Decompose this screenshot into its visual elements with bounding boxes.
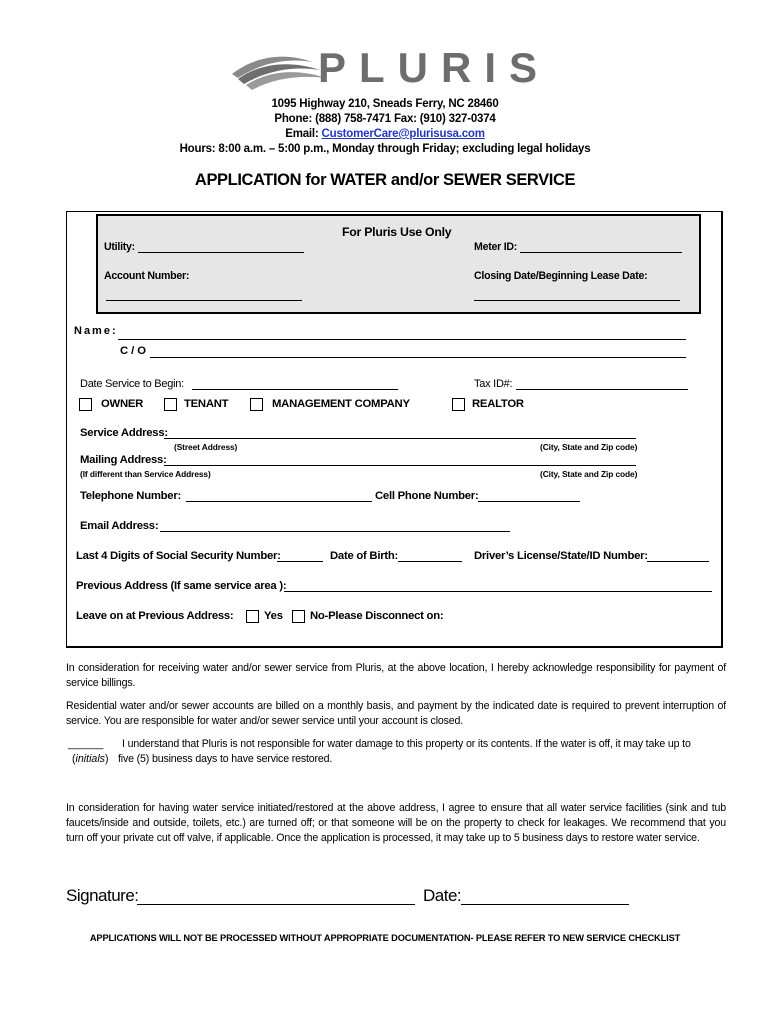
license-label: Driver’s License/State/ID Number: <box>474 550 648 562</box>
meter-id-field[interactable] <box>520 252 682 253</box>
name-label: Name: <box>74 325 118 337</box>
company-address: 1095 Highway 210, Sneads Ferry, NC 28460 <box>271 98 499 110</box>
initials-label: initials <box>75 753 105 765</box>
email-address-field[interactable] <box>160 531 510 532</box>
previous-address-field[interactable] <box>284 591 712 592</box>
ssn-label: Last 4 Digits of Social Security Number: <box>76 550 281 562</box>
account-number-field[interactable] <box>106 300 302 301</box>
initials-caption <box>72 753 109 765</box>
wave-logo-icon <box>230 48 330 93</box>
tenant-label: TENANT <box>184 398 229 410</box>
cell-phone-field[interactable] <box>478 501 580 502</box>
ssn-field[interactable] <box>277 561 323 562</box>
mailing-address-field[interactable] <box>164 465 636 466</box>
terms-paragraph-1: In consideration for receiving water and/or sewer service from Pluris, at the above location, I hereby acknowledge responsibility for payment of service billings. <box>66 662 726 689</box>
date-service-field[interactable] <box>192 389 398 390</box>
dob-field[interactable] <box>398 561 462 562</box>
initials-blank[interactable]: ______ <box>68 738 104 750</box>
initials-close: ) <box>104 753 109 765</box>
yes-label: Yes <box>264 610 283 622</box>
utility-field[interactable] <box>138 252 304 253</box>
management-company-label: MANAGEMENT COMPANY <box>272 398 410 410</box>
footer-notice: APPLICATIONS WILL NOT BE PROCESSED WITHOUT APPROPRIATE DOCUMENTATION- PLEASE REFER TO NEW SERVICE CHECKLIST <box>89 933 681 943</box>
service-address-label: Service Address: <box>80 427 168 439</box>
meter-id-label: Meter ID: <box>474 241 518 253</box>
company-hours: Hours: 8:00 a.m. – 5:00 p.m., Monday through Friday; excluding legal holidays <box>179 143 591 155</box>
initials-open: ( <box>72 753 76 765</box>
co-field[interactable] <box>150 357 686 358</box>
closing-date-label: Closing Date/Beginning Lease Date: <box>474 270 648 282</box>
utility-label: Utility: <box>104 241 135 253</box>
street-address-hint: (Street Address) <box>174 442 238 452</box>
management-company-checkbox[interactable] <box>250 398 263 411</box>
tax-id-field[interactable] <box>516 389 688 390</box>
signature-field[interactable] <box>137 904 415 905</box>
realtor-label: REALTOR <box>472 398 524 410</box>
city-state-zip-hint: (City, State and Zip code) <box>540 442 638 452</box>
co-label: C/O <box>120 345 150 357</box>
closing-date-field[interactable] <box>474 300 680 301</box>
email-link[interactable]: CustomerCare@plurisusa.com <box>321 128 485 140</box>
terms-paragraph-3-line-1: I understand that Pluris is not responsible for water damage to this property or its contents. If the water is off, it may take up to <box>122 738 691 750</box>
mailing-address-label: Mailing Address: <box>80 454 167 466</box>
signature-label: Signature: <box>66 886 139 905</box>
owner-label: OWNER <box>101 398 144 410</box>
terms-paragraph-4: In consideration for having water service initiated/restored at the above address, I agree to ensure that all water service facilities (sink and tub faucets/inside and outside, toilets, etc.) are turned off; or that someone will be on the property to check for leakages. We recommend that you turn off your private cut off valve, if applicable. Once the application is processed, it may take up to 5 business days to restore water service. <box>66 802 726 844</box>
form-title: APPLICATION for WATER and/or SEWER SERVICE <box>194 171 576 189</box>
company-email <box>0 128 770 140</box>
terms-paragraph-3-line-2: five (5) business days to have service restored. <box>118 753 333 765</box>
yes-checkbox[interactable] <box>246 610 259 623</box>
no-disconnect-label: No-Please Disconnect on: <box>310 610 444 622</box>
city-state-zip-hint-2: (City, State and Zip code) <box>540 469 638 479</box>
email-label: Email: <box>285 128 322 140</box>
owner-checkbox[interactable] <box>79 398 92 411</box>
telephone-label: Telephone Number: <box>80 490 181 502</box>
tax-id-label: Tax ID#: <box>474 378 513 390</box>
email-address-label: Email Address: <box>80 520 159 532</box>
if-different-hint: (If different than Service Address) <box>80 469 211 479</box>
previous-address-label: Previous Address (If same service area ): <box>76 580 287 592</box>
company-phone: Phone: (888) 758-7471 Fax: (910) 327-0374 <box>274 113 496 125</box>
account-number-label: Account Number: <box>104 270 190 282</box>
leave-on-label: Leave on at Previous Address: <box>76 610 234 622</box>
terms-paragraph-2: Residential water and/or sewer accounts are billed on a monthly basis, and payment by the indicated date is required to prevent interruption of service. You are responsible for water and/or sewer service until your account is closed. <box>66 700 726 727</box>
license-field[interactable] <box>647 561 709 562</box>
telephone-field[interactable] <box>186 501 372 502</box>
office-use-heading: For Pluris Use Only <box>342 225 452 239</box>
brand-name: PLURIS <box>318 44 551 91</box>
cell-phone-label: Cell Phone Number: <box>375 490 479 502</box>
realtor-checkbox[interactable] <box>452 398 465 411</box>
date-label: Date: <box>423 886 462 905</box>
no-disconnect-checkbox[interactable] <box>292 610 305 623</box>
service-address-field[interactable] <box>164 438 636 439</box>
date-service-label: Date Service to Begin: <box>80 378 184 390</box>
pluris-logo <box>230 44 560 93</box>
tenant-checkbox[interactable] <box>164 398 177 411</box>
name-field[interactable] <box>118 339 686 340</box>
date-field[interactable] <box>461 904 629 905</box>
dob-label: Date of Birth: <box>330 550 399 562</box>
